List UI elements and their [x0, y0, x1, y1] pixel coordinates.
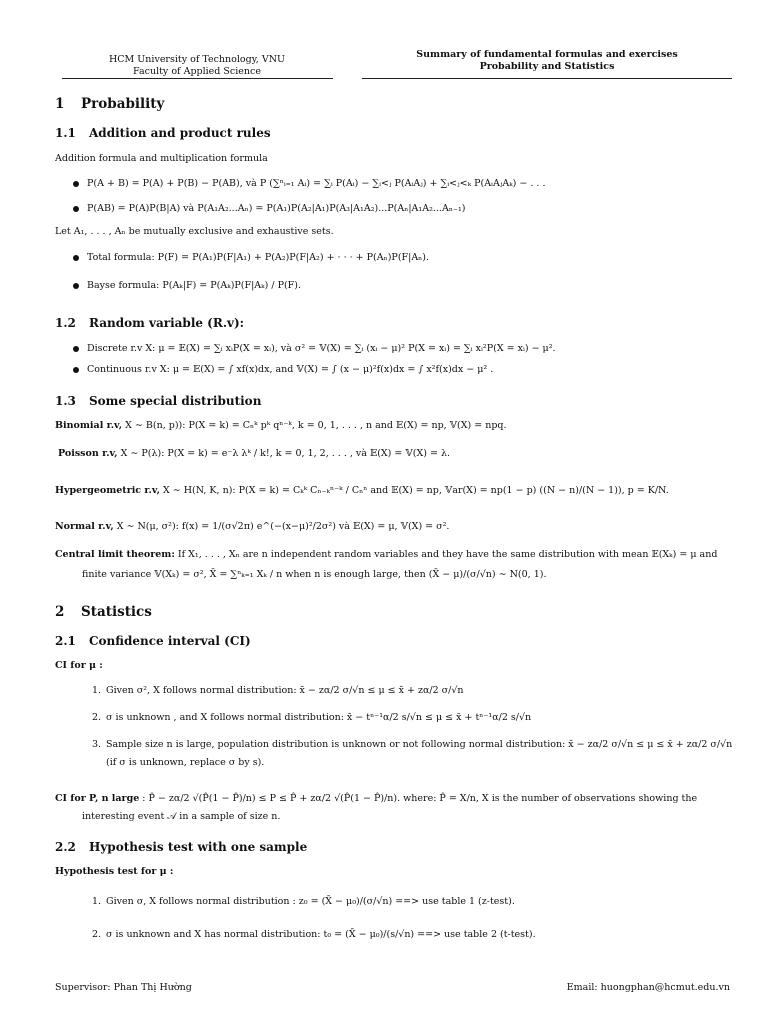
poisson-line — [58, 448, 450, 459]
clt-line-1 — [55, 549, 717, 560]
list-number: 1. — [92, 685, 102, 696]
section-2-number: 2 — [55, 604, 65, 620]
ci-item-3-note: (if σ is unknown, replace σ by s). — [106, 757, 265, 768]
list-number: 3. — [92, 739, 102, 750]
addition-formula: P(A + B) = P(A) + P(B) − P(AB), và P (∑ⁿᵢ₌₁ Aᵢ) = ∑ᵢ P(Aᵢ) − ∑ᵢ<ⱼ P(AᵢAⱼ) + ∑ᵢ<ⱼ<ₖ P(AᵢAⱼAₖ) − . . . — [87, 178, 546, 189]
section-1-1-number: 1.1 — [55, 126, 76, 140]
bullet-icon — [73, 181, 79, 187]
ht-item-2 — [92, 929, 536, 940]
section-1-3-number: 1.3 — [55, 394, 76, 408]
bullet-addition-formula — [73, 178, 545, 189]
ht-item-1 — [92, 896, 515, 907]
ci-item-3-text: Sample size n is large, population distribution is unknown or not following normal distribution: x̄ − zα/2 σ/√n ≤ μ ≤ x̄ + zα/2 σ/√n — [106, 739, 733, 750]
footer-supervisor: Supervisor: Phan Thị Hường — [55, 982, 192, 993]
header-rule-left — [62, 78, 333, 79]
ci-item-2 — [92, 712, 531, 723]
list-number: 2. — [92, 712, 102, 723]
clt-text-2: finite variance 𝕍(Xₖ) = σ², X̄ = ∑ⁿₖ₌₁ Xₖ / n when n is enough large, then (X̄ − μ)/(σ/√n) ∼ N(0, 1). — [82, 569, 547, 580]
section-1-3-heading — [55, 394, 261, 408]
section-1-3-title: Some special distribution — [89, 394, 262, 408]
ci-item-2-text: σ is unknown , and X follows normal distribution: x̄ − tⁿ⁻¹α/2 s/√n ≤ μ ≤ x̄ + tⁿ⁻¹α/2 s/√n — [106, 712, 532, 723]
section-2-2-heading — [55, 840, 307, 854]
ci-item-1 — [92, 685, 464, 696]
section-2-title: Statistics — [81, 604, 152, 620]
ci-proportion-formula: : P̂ − zα/2 √(P̂(1 − P̂)/n) ≤ P ≤ P̂ + zα/2 √(P̂(1 − P̂)/n). where: P̂ = X/n, X is the number of observations showing the — [142, 793, 698, 804]
section-2-1-heading — [55, 634, 251, 648]
header-summary-title: Summary of fundamental formulas and exercises — [416, 49, 678, 60]
header-course-title: Probability and Statistics — [479, 61, 615, 72]
bullet-icon — [73, 283, 79, 289]
clt-label: Central limit theorem: — [55, 549, 175, 560]
bullet-icon — [73, 346, 79, 352]
intro-text: Addition formula and multiplication formula — [55, 153, 268, 164]
ht-item-2-text: σ is unknown and X has normal distribution: t₀ = (X̄ − μ₀)/(s/√n) ==> use table 2 (t-test). — [106, 929, 536, 940]
footer-email: Email: huongphan@hcmut.edu.vn — [566, 982, 730, 993]
header-faculty: Faculty of Applied Science — [133, 66, 261, 77]
section-1-2-number: 1.2 — [55, 316, 76, 330]
hypothesis-test-label: Hypothesis test for μ : — [55, 866, 174, 877]
bullet-continuous-rv — [73, 364, 493, 375]
continuous-rv-formula: Continuous r.v X: μ = 𝔼(X) = ∫ xf(x)dx, and 𝕍(X) = ∫ (x − μ)²f(x)dx = ∫ x²f(x)dx − μ² . — [87, 364, 494, 375]
bayes-formula: Bayse formula: P(Aₖ|F) = P(Aₖ)P(F|Aₖ) / P(F). — [87, 280, 301, 291]
binomial-formula: X ∼ B(n, p)): P(X = k) = Cₙᵏ pᵏ qⁿ⁻ᵏ, k = 0, 1, . . . , n and 𝔼(X) = np, 𝕍(X) = npq. — [125, 420, 507, 431]
normal-line — [55, 521, 449, 532]
header-rule-right — [362, 78, 732, 79]
bullet-bayes-formula — [73, 280, 301, 291]
section-2-heading — [55, 604, 152, 620]
ci-item-3 — [92, 739, 732, 750]
hypergeometric-line — [55, 485, 669, 496]
section-1-number: 1 — [55, 96, 65, 112]
section-1-1-heading — [55, 126, 271, 140]
section-1-1-title: Addition and product rules — [89, 126, 271, 140]
binomial-label: Binomial r.v, — [55, 420, 123, 431]
list-number: 1. — [92, 896, 102, 907]
header-document-title — [362, 49, 732, 73]
ci-proportion-label: CI for P, n large — [55, 793, 140, 804]
poisson-label: Poisson r.v, — [58, 448, 118, 459]
multiplication-formula: P(AB) = P(A)P(B|A) và P(A₁A₂...Aₙ) = P(A₁)P(A₂|A₁)P(A₃|A₁A₂)...P(Aₙ|A₁A₂...Aₙ₋₁) — [87, 203, 466, 214]
ci-item-1-text: Given σ², X follows normal distribution: x̄ − zα/2 σ/√n ≤ μ ≤ x̄ + zα/2 σ/√n — [106, 685, 464, 696]
discrete-rv-formula: Discrete r.v X: μ = 𝔼(X) = ∑ᵢ xᵢP(X = xᵢ), và σ² = 𝕍(X) = ∑ᵢ (xᵢ − μ)² P(X = xᵢ) = ∑ᵢ xᵢ²P(X = xᵢ) − μ². — [87, 343, 556, 354]
section-2-2-title: Hypothesis test with one sample — [89, 840, 308, 854]
header-university: HCM University of Technology, VNU — [108, 54, 286, 65]
bullet-icon — [73, 255, 79, 261]
section-2-2-number: 2.2 — [55, 840, 76, 854]
bullet-icon — [73, 367, 79, 373]
ci-proportion-line — [55, 793, 697, 804]
header-institution — [62, 54, 332, 78]
normal-formula: X ∼ N(μ, σ²): f(x) = 1/(σ√2π) e^(−(x−μ)²/2σ²) và 𝔼(X) = μ, 𝕍(X) = σ². — [116, 521, 450, 532]
bullet-multiplication-formula — [73, 203, 465, 214]
ci-proportion-text-2: interesting event 𝒜 in a sample of size n. — [82, 811, 281, 822]
clt-text-1: If X₁, . . . , Xₙ are n independent random variables and they have the same distribution with mean 𝔼(Xₖ) = μ and — [177, 549, 718, 560]
section-1-title: Probability — [81, 96, 165, 112]
bullet-discrete-rv — [73, 343, 556, 354]
binomial-line — [55, 420, 507, 431]
hypergeometric-formula: X ∼ H(N, K, n): P(X = k) = Cₖᵏ Cₙ₋ₖⁿ⁻ᵏ / Cₙⁿ and 𝔼(X) = np, 𝕍ar(X) = np(1 − p) ((N − n)/(N − 1)), p = K/N. — [162, 485, 669, 496]
bullet-icon — [73, 206, 79, 212]
poisson-formula: X ∼ P(λ): P(X = k) = e⁻λ λᵏ / k!, k = 0, 1, 2, . . . , và 𝔼(X) = 𝕍(X) = λ. — [120, 448, 450, 459]
section-1-heading — [55, 96, 164, 112]
section-1-2-heading — [55, 316, 244, 330]
ci-mu-label: CI for μ : — [55, 660, 103, 671]
normal-label: Normal r.v, — [55, 521, 114, 532]
exhaustive-sets-text: Let A₁, . . . , Aₙ be mutually exclusive and exhaustive sets. — [55, 226, 334, 237]
section-2-1-title: Confidence interval (CI) — [89, 634, 251, 648]
ht-item-1-text: Given σ, X follows normal distribution : z₀ = (X̄ − μ₀)/(σ/√n) ==> use table 1 (z-test). — [106, 896, 515, 907]
list-number: 2. — [92, 929, 102, 940]
hypergeometric-label: Hypergeometric r.v, — [55, 485, 160, 496]
section-1-2-title: Random variable (R.v): — [89, 316, 245, 330]
bullet-total-formula — [73, 252, 429, 263]
total-formula: Total formula: P(F) = P(A₁)P(F|A₁) + P(A₂)P(F|A₂) + · · · + P(Aₙ)P(F|Aₙ). — [87, 252, 430, 263]
section-2-1-number: 2.1 — [55, 634, 76, 648]
